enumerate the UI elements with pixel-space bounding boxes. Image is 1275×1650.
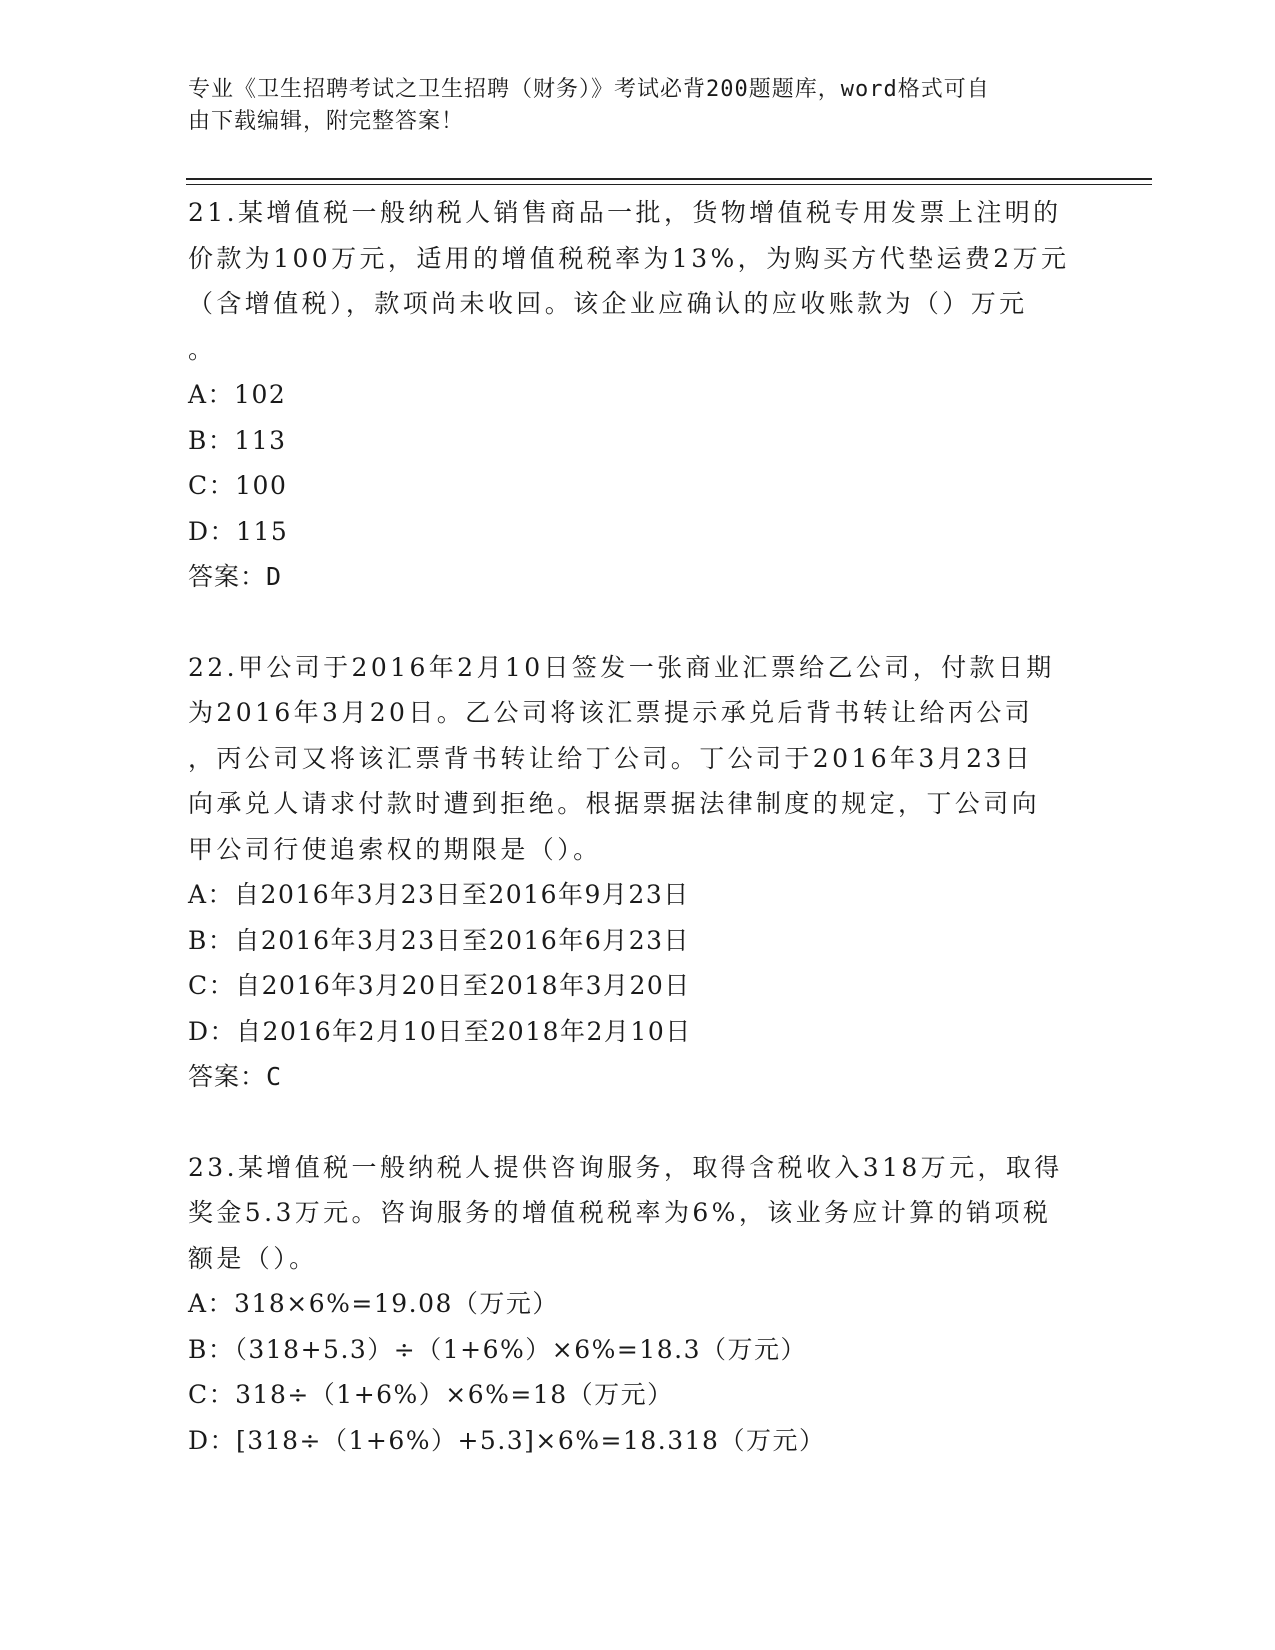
question-22 [188,645,1088,1100]
questions-list [188,190,1088,1463]
question-stem-line: 。 [188,334,217,364]
option-b: B：（318+5.3）÷（1+6%）×6%=18.3（万元） [188,1334,807,1364]
question-stem-line: 为2016年3月20日。乙公司将该汇票提示承兑后背书转让给丙公司 [188,698,1034,727]
option-c: C：100 [188,471,288,500]
question-stem-line: 价款为100万元，适用的增值税税率为13%，为购买方代垫运费2万元 [188,243,1070,273]
question-stem-line: 甲公司行使追索权的期限是（）。 [188,834,602,864]
answer-line: 答案：D [188,562,283,591]
option-a: A：102 [188,380,287,409]
question-stem-line: ，丙公司又将该汇票背书转让给丁公司。丁公司于2016年3月23日 [188,743,1034,773]
option-a: A：318×6%=19.08（万元） [188,1289,559,1318]
answer-line: 答案：C [188,1062,283,1091]
header-line-1: 专业《卫生招聘考试之卫生招聘（财务）》考试必背200题题库，word格式可自 [188,77,990,102]
question-stem-line: 22.甲公司于2016年2月10日签发一张商业汇票给乙公司，付款日期 [188,652,1055,682]
option-b: B：113 [188,425,287,455]
question-stem-line: 额是（）。 [188,1243,318,1273]
option-a: A：自2016年3月23日至2016年9月23日 [188,880,690,909]
option-c: C：自2016年3月20日至2018年3月20日 [188,971,691,1000]
header-divider-thin [186,184,1152,185]
question-stem-line: 23.某增值税一般纳税人提供咨询服务，取得含税收入318万元，取得 [188,1152,1063,1182]
document-header [188,74,1088,138]
question-23 [188,1145,1088,1464]
header-line-2: 由下载编辑，附完整答案！ [188,109,465,134]
question-spacer [188,600,1088,645]
option-b: B：自2016年3月23日至2016年6月23日 [188,925,691,955]
question-stem-line: （含增值税），款项尚未收回。该企业应确认的应收账款为（）万元 [188,289,1028,318]
question-spacer [188,1100,1088,1145]
option-d: D：[318÷（1+6%）+5.3]×6%=18.318（万元） [188,1425,826,1455]
option-d: D：115 [188,516,289,546]
question-21 [188,190,1088,600]
option-c: C：318÷（1+6%）×6%=18（万元） [188,1380,674,1409]
option-d: D：自2016年2月10日至2018年2月10日 [188,1016,692,1046]
question-stem-line: 奖金5.3万元。咨询服务的增值税税率为6%，该业务应计算的销项税 [188,1198,1052,1227]
question-stem-line: 向承兑人请求付款时遭到拒绝。根据票据法律制度的规定，丁公司向 [188,789,1041,818]
question-stem-line: 21.某增值税一般纳税人销售商品一批，货物增值税专用发票上注明的 [188,198,1062,227]
header-divider [186,178,1152,180]
